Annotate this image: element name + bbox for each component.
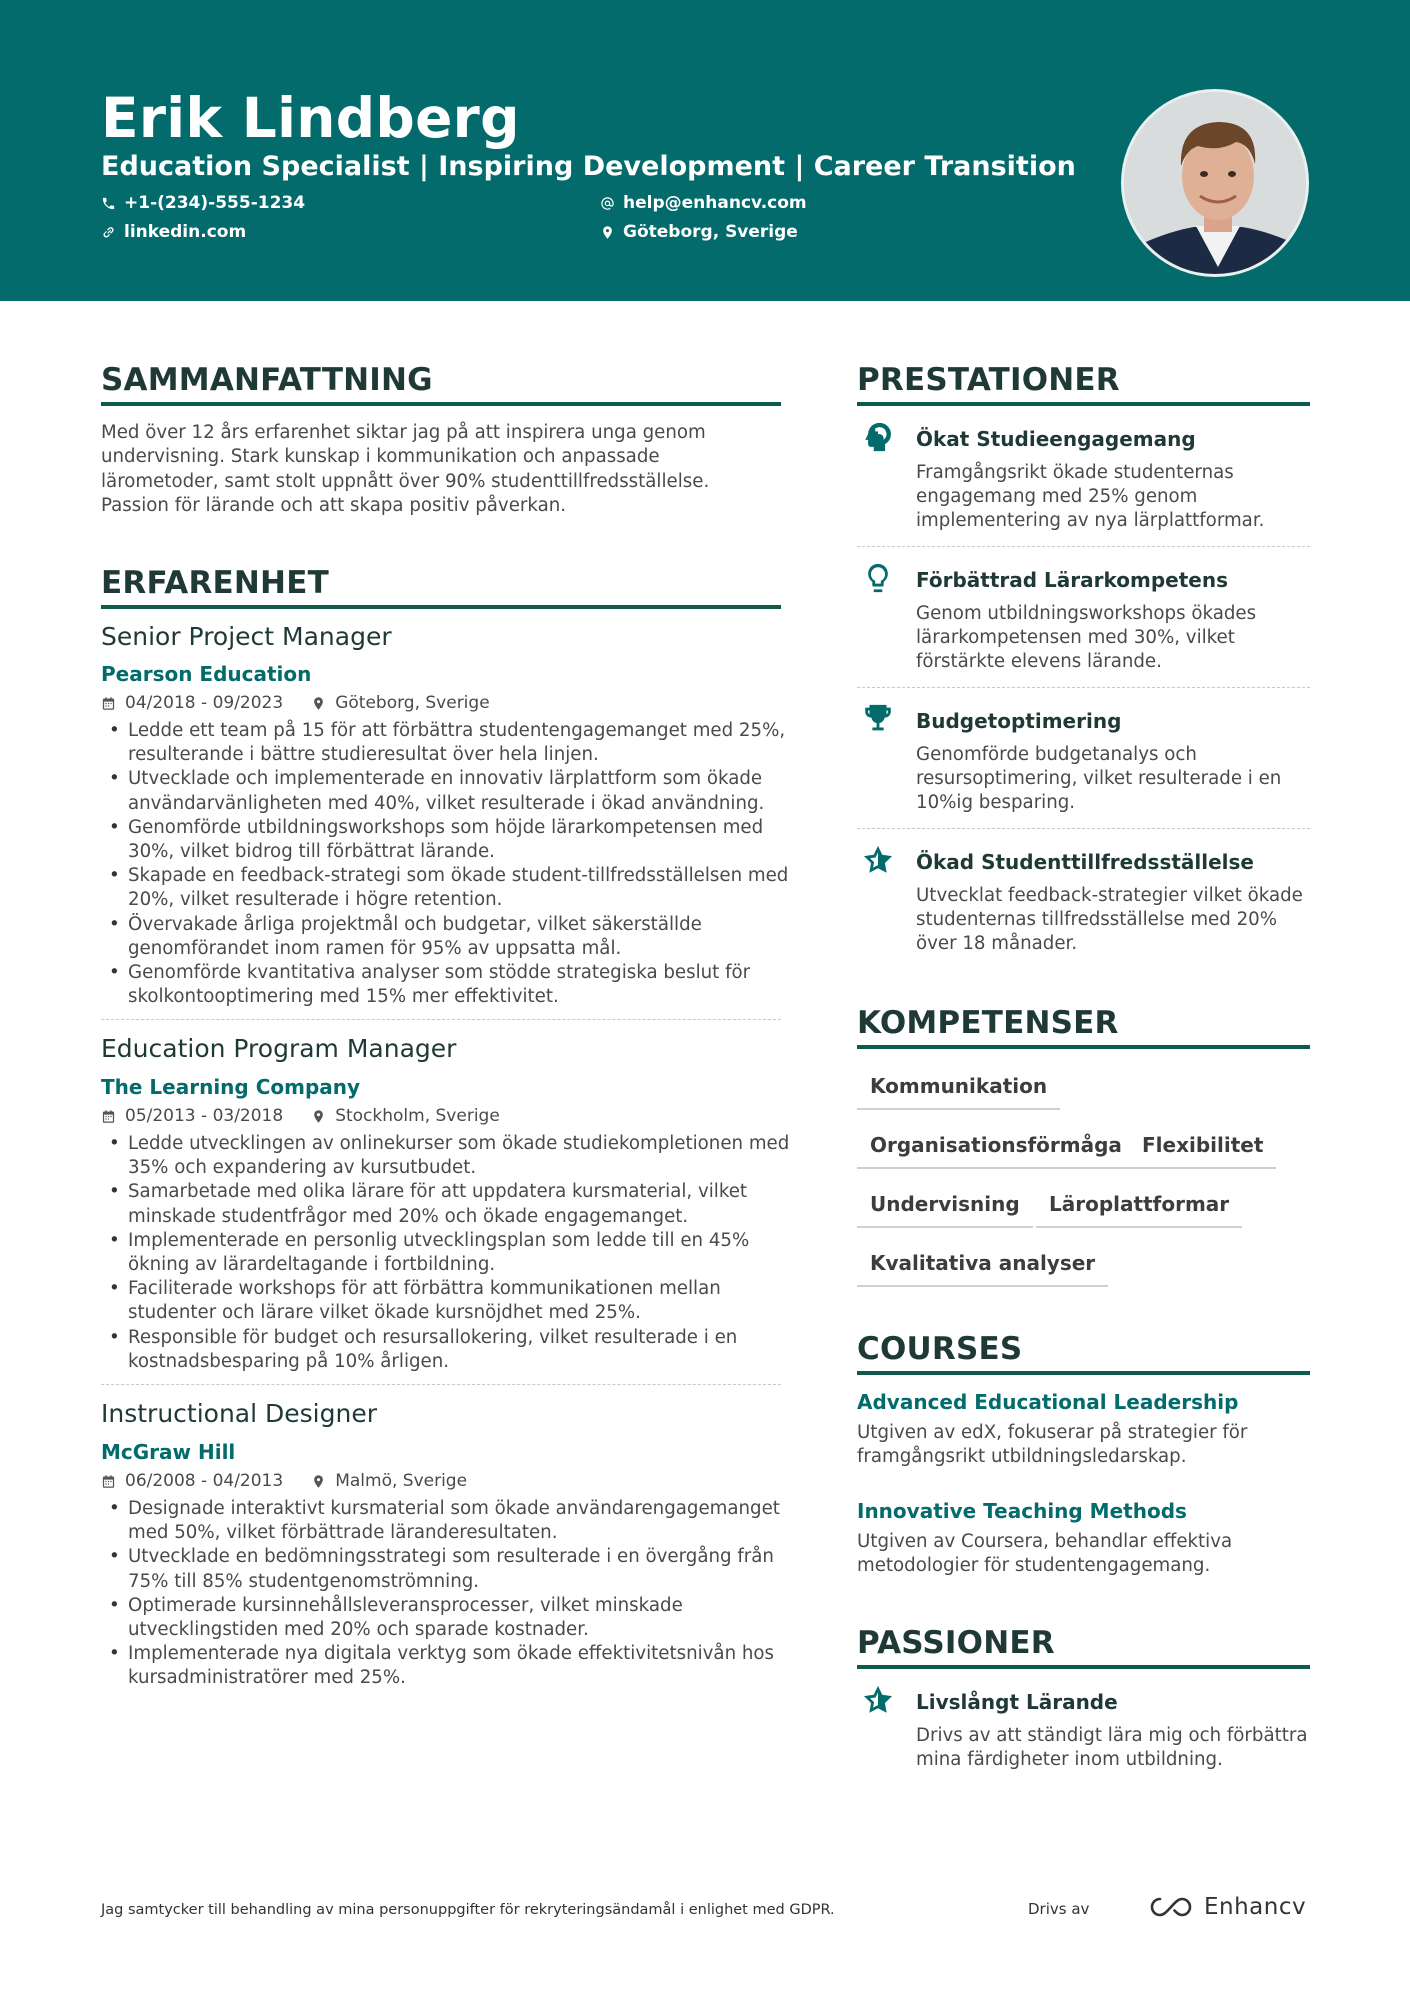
powered-by-label: Drivs av bbox=[1028, 1900, 1090, 1918]
summary-text: Med över 12 års erfarenhet siktar jag på att inspirera unga genom undervisning. Stark kunskap i kommunikation och anpassade lärometoder, samt stolt uppnått över 90% studenttillfredsställelse. Passion för lärande och att skapa positiv påverkan. bbox=[101, 422, 710, 516]
achievement-title: Budgetoptimering bbox=[916, 709, 1122, 733]
enhancv-infinity-icon bbox=[1148, 1893, 1194, 1921]
linkedin-text: linkedin.com bbox=[124, 222, 247, 242]
contact-location bbox=[600, 222, 798, 242]
bullet-item: • Genomförde kvantitativa analyser som stödde strategiska beslut för skolkontooptimering med 15% mer effektivitet. bbox=[101, 961, 791, 1009]
bullet-item: • Övervakade årliga projektmål och budgetar, vilket säkerställde genomförandet inom ramen för 95% av uppsatta mål. bbox=[101, 913, 791, 961]
skill-tag: Organisationsförmåga bbox=[857, 1133, 1135, 1169]
bullet-item: • Implementerade nya digitala verktyg som ökade effektivitetsnivån hos kursadministratörer med 25%. bbox=[101, 1642, 791, 1690]
job-company: McGraw Hill bbox=[101, 1440, 236, 1464]
email-text: help@enhancv.com bbox=[623, 193, 807, 213]
enhancv-logo[interactable] bbox=[1148, 1893, 1306, 1921]
divider bbox=[101, 1019, 781, 1020]
skill-tag: Flexibilitet bbox=[1129, 1133, 1276, 1169]
location-pin-icon bbox=[600, 225, 615, 240]
bullet-item: • Designade interaktivt kursmaterial som ökade användarengagemanget med 50%, vilket förbättrade läranderesultaten. bbox=[101, 1497, 791, 1545]
location-text: Göteborg, Sverige bbox=[623, 222, 798, 242]
bullet-item: • Samarbetade med olika lärare för att uppdatera kursmaterial, vilket minskade studentfrågor med 20% och ökade engagemanget. bbox=[101, 1180, 791, 1228]
job-meta bbox=[101, 1471, 467, 1491]
head-icon bbox=[861, 420, 895, 454]
divider bbox=[101, 1384, 781, 1385]
star-icon bbox=[861, 843, 895, 877]
bullet-item: • Ledde utvecklingen av onlinekurser som ökade studiekompletionen med 35% och expandering av kursutbudet. bbox=[101, 1132, 791, 1180]
job-meta bbox=[101, 1106, 500, 1126]
course-title: Innovative Teaching Methods bbox=[857, 1499, 1187, 1523]
job-role: Senior Project Manager bbox=[101, 622, 392, 651]
job-location: Göteborg, Sverige bbox=[335, 693, 490, 713]
achievement-title: Förbättrad Lärarkompetens bbox=[916, 568, 1228, 592]
divider bbox=[857, 546, 1310, 547]
bullet-item: • Skapade en feedback-strategi som ökade student-tillfredsställelsen med 20%, vilket resulterade i högre retention. bbox=[101, 864, 791, 912]
passion-title: Livslångt Lärande bbox=[916, 1690, 1118, 1714]
job-dates: 04/2018 - 09/2023 bbox=[125, 693, 284, 713]
divider bbox=[857, 687, 1310, 688]
link-icon bbox=[101, 225, 116, 240]
passions-title: PASSIONER bbox=[857, 1625, 1055, 1661]
candidate-name: Erik Lindberg bbox=[101, 86, 520, 150]
star-icon bbox=[861, 1683, 895, 1717]
calendar-icon bbox=[101, 696, 116, 711]
skill-tag: Undervisning bbox=[857, 1192, 1033, 1228]
passion-desc: Drivs av att ständigt lära mig och förbättra mina färdigheter inom utbildning. bbox=[916, 1725, 1308, 1771]
phone-icon bbox=[101, 196, 116, 211]
bullet-item: • Responsible för budget och resursallokering, vilket resulterade i en kostnadsbesparing på 10% årligen. bbox=[101, 1326, 791, 1374]
job-bullets bbox=[101, 719, 791, 1009]
course-desc: Utgiven av Coursera, behandlar effektiva metodologier för studentengagemang. bbox=[857, 1531, 1233, 1577]
courses-rule bbox=[857, 1371, 1310, 1375]
summary-title: SAMMANFATTNING bbox=[101, 362, 433, 398]
brand-name: Enhancv bbox=[1204, 1894, 1307, 1920]
gdpr-consent: Jag samtycker till behandling av mina personuppgifter för rekryteringsändamål i enlighet med GDPR. bbox=[101, 1902, 835, 1918]
location-pin-icon bbox=[311, 1109, 326, 1124]
profile-photo bbox=[1121, 89, 1309, 277]
location-pin-icon bbox=[311, 1474, 326, 1489]
experience-title: ERFARENHET bbox=[101, 565, 329, 601]
job-dates: 05/2013 - 03/2018 bbox=[125, 1106, 284, 1126]
skill-tag: Läroplattformar bbox=[1036, 1192, 1242, 1228]
passions-rule bbox=[857, 1665, 1310, 1669]
achievement-desc: Framgångsrikt ökade studenternas engagemang med 25% genom implementering av nya lärplattformar. bbox=[916, 462, 1265, 532]
achievement-title: Ökat Studieengagemang bbox=[916, 427, 1196, 451]
achievements-title: PRESTATIONER bbox=[857, 362, 1120, 398]
achievement-desc: Genom utbildningsworkshops ökades lärarkompetensen med 30%, vilket förstärkte elevens lärande. bbox=[916, 603, 1257, 673]
contact-email[interactable] bbox=[600, 193, 807, 213]
job-meta bbox=[101, 693, 490, 713]
achievements-rule bbox=[857, 402, 1310, 406]
job-location: Malmö, Sverige bbox=[335, 1471, 468, 1491]
trophy-icon bbox=[861, 702, 895, 736]
achievement-title: Ökad Studenttillfredsställelse bbox=[916, 850, 1254, 874]
job-company: The Learning Company bbox=[101, 1075, 361, 1099]
contact-linkedin[interactable] bbox=[101, 222, 246, 242]
course-title: Advanced Educational Leadership bbox=[857, 1390, 1239, 1414]
job-bullets bbox=[101, 1497, 791, 1691]
contact-phone[interactable] bbox=[101, 193, 305, 213]
calendar-icon bbox=[101, 1109, 116, 1124]
skill-tag: Kommunikation bbox=[857, 1074, 1060, 1110]
lightbulb-icon bbox=[861, 561, 895, 595]
at-icon bbox=[600, 196, 615, 211]
divider bbox=[857, 828, 1310, 829]
bullet-item: • Genomförde utbildningsworkshops som höjde lärarkompetensen med 30%, vilket bidrog till förbättrat lärande. bbox=[101, 816, 791, 864]
achievement-desc: Genomförde budgetanalys och resursoptimering, vilket resulterade i en 10%ig besparing. bbox=[916, 744, 1282, 814]
courses-title: COURSES bbox=[857, 1331, 1023, 1367]
achievement-desc: Utvecklat feedback-strategier vilket ökade studenternas tillfredsställelse med 20% över 18 månader. bbox=[916, 885, 1303, 955]
bullet-item: • Optimerade kursinnehållsleveransprocesser, vilket minskade utvecklingstiden med 20% och sparade kostnader. bbox=[101, 1594, 791, 1642]
bullet-item: • Implementerade en personlig utvecklingsplan som ledde till en 45% ökning av lärardeltagande i fortbildning. bbox=[101, 1229, 791, 1277]
candidate-headline: Education Specialist | Inspiring Development | Career Transition bbox=[101, 151, 1076, 182]
skill-tag: Kvalitativa analyser bbox=[857, 1251, 1108, 1287]
bullet-item: • Ledde ett team på 15 för att förbättra studentengagemanget med 25%, resulterande i bättre studieresultat över hela linjen. bbox=[101, 719, 791, 767]
job-bullets bbox=[101, 1132, 791, 1374]
bullet-item: • Faciliterade workshops för att förbättra kommunikationen mellan studenter och lärare vilket ökade kursnöjdhet med 25%. bbox=[101, 1277, 791, 1325]
skills-rule bbox=[857, 1045, 1310, 1049]
skills-title: KOMPETENSER bbox=[857, 1005, 1119, 1041]
experience-rule bbox=[101, 605, 781, 609]
phone-text: +1-(234)-555-1234 bbox=[124, 193, 306, 213]
job-company: Pearson Education bbox=[101, 662, 312, 686]
job-dates: 06/2008 - 04/2013 bbox=[125, 1471, 284, 1491]
course-desc: Utgiven av edX, fokuserar på strategier för framgångsrikt utbildningsledarskap. bbox=[857, 1422, 1248, 1468]
bullet-item: • Utvecklade en bedömningsstrategi som resulterade i en övergång från 75% till 85% studentgenomströmning. bbox=[101, 1545, 791, 1593]
job-location: Stockholm, Sverige bbox=[335, 1106, 500, 1126]
resume-header bbox=[0, 0, 1410, 301]
calendar-icon bbox=[101, 1474, 116, 1489]
summary-rule bbox=[101, 402, 781, 406]
job-role: Education Program Manager bbox=[101, 1034, 457, 1063]
location-pin-icon bbox=[311, 696, 326, 711]
bullet-item: • Utvecklade och implementerade en innovativ lärplattform som ökade användarvänligheten med 40%, vilket resulterade i ökad användning. bbox=[101, 767, 791, 815]
job-role: Instructional Designer bbox=[101, 1399, 377, 1428]
